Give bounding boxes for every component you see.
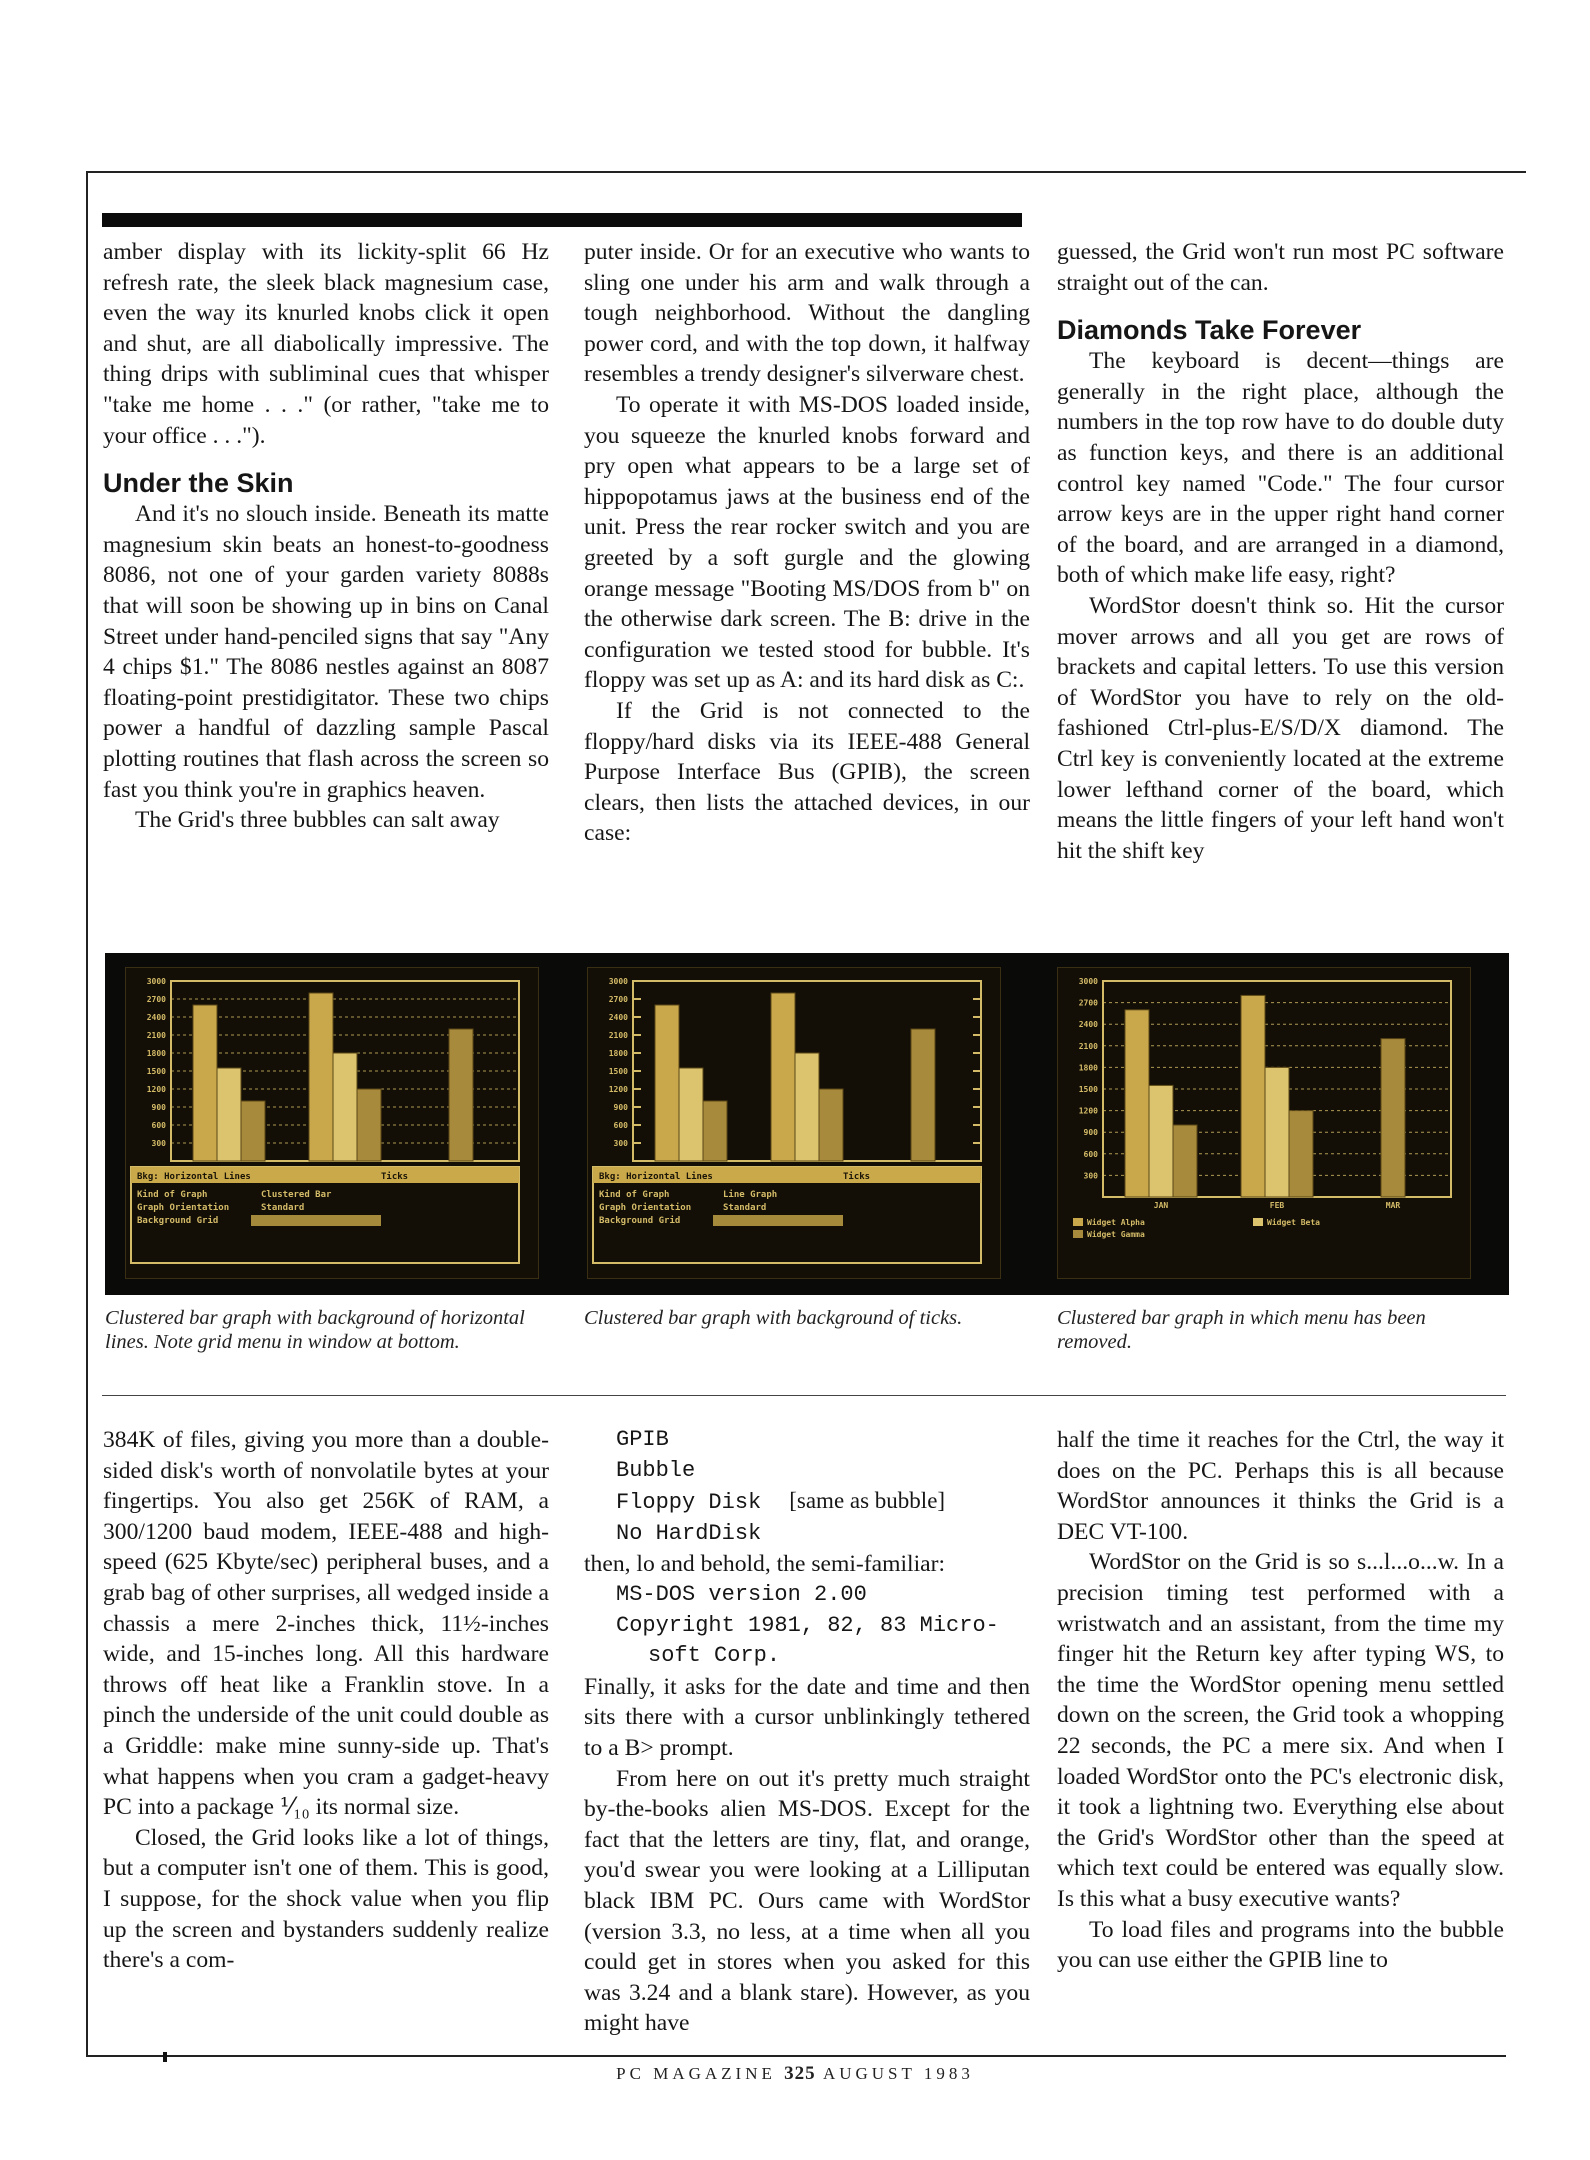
caption-rule (102, 1395, 1506, 1396)
code-line: GPIB (616, 1427, 669, 1452)
paragraph: The keyboard is decent—things are generally in the right place, although the numbers in the top row have to do double duty as function keys, and there is an additional control key named "Code." The four cursor arrow keys are in the upper right hand corner of the board, and are arranged in a diamond, both of which make life easy, right? (1057, 348, 1504, 589)
bar (333, 1053, 357, 1161)
bar (655, 1005, 679, 1161)
paragraph: The Grid's three bubbles can salt away (135, 807, 500, 834)
column-2-top (584, 237, 1030, 849)
y-tick-label: 600 (151, 1121, 166, 1130)
x-tick-label: JAN (1153, 1201, 1169, 1210)
caption-chart-3: Clustered bar graph in which menu has been removed. (1057, 1307, 1426, 1353)
paragraph: then, lo and behold, the semi-familiar: (584, 1551, 946, 1578)
y-tick-label: 2700 (146, 995, 166, 1004)
page-footer (0, 2063, 1590, 2085)
column-3-top (1057, 237, 1504, 866)
code-line-with-note (584, 1486, 1030, 1519)
bar-chart-ticks (587, 967, 1001, 1279)
bar (309, 993, 333, 1161)
paragraph: WordStor on the Grid is so s...l...o...w. In a precision timing test performed with a wristwatch and an assistant, from the time my finger hit the Return key after typing WS, to the time the WordStor opening menu settled down on the screen, the Grid took a whopping 22 seconds, the PC a mere six. And when I loaded WordStor onto the PC's electronic disk, it took a lightning two. Everything else about the Grid's WordStor other than the speed at which text could be entered was equally slow. Is this what a busy executive wants? (1057, 1549, 1504, 1912)
bar (241, 1101, 265, 1161)
y-tick-label: 1200 (1078, 1106, 1098, 1116)
bar-chart-horizontal-lines (125, 967, 539, 1279)
paragraph: To operate it with MS-DOS loaded inside, you squeeze the knurled knobs forward and pry open what appears to be a large set of hippopotamus jaws at the business end of the unit. Press the rear rocker switch and you are greeted by a soft gurgle and the glowing orange message "Booting MS/DOS from b" on the otherwise dark screen. The B: drive in the configuration we tested stood for bubble. It's floppy was set up as A: and its hard disk as C:. (584, 391, 1030, 694)
footer-magazine: PC MAGAZINE (616, 2064, 776, 2083)
bar (1265, 1067, 1289, 1197)
page-tick-mark (163, 2052, 167, 2062)
column-2-bottom (584, 1425, 1030, 2039)
bar (819, 1089, 843, 1161)
menu-item: Line Graph (723, 1190, 778, 1200)
bar (795, 1053, 819, 1161)
footer-issue: AUGUST 1983 (822, 2064, 974, 2083)
code-line: soft Corp. (648, 1643, 781, 1669)
y-tick-label: 1800 (1078, 1063, 1098, 1073)
column-1-bottom (103, 1425, 549, 1976)
legend-swatch (1253, 1218, 1263, 1226)
bar (771, 993, 795, 1161)
bar (703, 1101, 727, 1161)
menu-item: Clustered Bar (261, 1190, 332, 1200)
bar (911, 1029, 935, 1161)
paragraph: And it's no slouch inside. Beneath its matte magnesium skin beats an honest-to-goodness 8086, not one of your garden variety 8088s that will soon be showing up in bins on Canal Street under hand-penciled signs that say "Any 4 chips $1." The 8086 nestles against an 8087 floating-point prestidigitator. These two chips power a handful of dazzling sample Pascal plotting routines that flash across the screen so fast you think you're in graphics heaven. (103, 501, 549, 803)
code-line: MS-DOS version 2.00 (616, 1581, 867, 1607)
y-tick-label: 900 (151, 1103, 166, 1112)
caption-chart-1: Clustered bar graph with background of horizontal lines. Note grid menu in window at bottom. (105, 1307, 525, 1353)
paragraph: puter inside. Or for an executive who wants to sling one under his arm and walk through a tough neighborhood. Without the dangling power cord, and with the top down, it halfway resembles a trendy designer's silverware chest. (584, 239, 1030, 388)
y-tick-label: 2100 (608, 1031, 628, 1040)
y-tick-label: 1500 (146, 1067, 166, 1076)
menu-item: Ticks (843, 1172, 871, 1182)
y-tick-label: 2700 (608, 995, 628, 1004)
bar (449, 1029, 473, 1161)
menu-item: Standard (261, 1203, 305, 1213)
column-1-top (103, 237, 549, 836)
y-tick-label: 2400 (146, 1013, 166, 1022)
paragraph: If the Grid is not connected to the floppy/hard disks via its IEEE-488 General Purpose Interface Bus (GPIB), the screen clears, then lists the attached devices, in our case: (584, 697, 1030, 847)
menu-item: Graph Orientation (137, 1203, 230, 1213)
article-head-bar (102, 213, 1022, 227)
paragraph: amber display with its lickity-split 66 Hz refresh rate, the sleek black magnesium case, even the way its knurled knobs click it open and shut, are all diabolically impressive. The thing drips with subliminal cues that whisper "take me home . . ." (or rather, "take me to your office . . ."). (103, 239, 549, 449)
bar (193, 1005, 217, 1161)
paragraph: WordStor doesn't think so. Hit the cursor mover arrows and all you get are rows of brackets and capital letters. To use this version of WordStor you have to rely on the old-fashioned Ctrl-plus-E/S/D/X diamond. The Ctrl key is conveniently located at the extreme lower lefthand corner of the board, which means the little fingers of your left hand won't hit the shift key (1057, 592, 1504, 864)
menu-item: Ticks (381, 1172, 409, 1182)
y-tick-label: 900 (1083, 1128, 1098, 1138)
code-note: [same as bubble] (789, 1488, 946, 1514)
y-tick-label: 300 (1083, 1171, 1098, 1181)
menu-item: Graph Orientation (599, 1203, 692, 1213)
y-tick-label: 1200 (608, 1085, 628, 1094)
x-tick-label: FEB (1269, 1201, 1285, 1210)
y-tick-label: 1200 (146, 1085, 166, 1094)
paragraph: From here on out it's pretty much straight by-the-books alien MS-DOS. Except for the fact that the letters are tiny, flat, and orange, you'd swear you were looking at a Lilliputan black IBM PC. Ours came with WordStor (version 3.3, no less, at a time when all you could get in stores when you asked for this was 3.24 and a blank stare). However, as you might have (584, 1765, 1030, 2037)
bar (357, 1089, 381, 1161)
y-tick-label: 1800 (608, 1049, 628, 1058)
y-tick-label: 2100 (146, 1031, 166, 1040)
menu-item: Bkg: Horizontal Lines (599, 1172, 713, 1182)
paragraph: 384K of files, giving you more than a double-sided disk's worth of nonvolatile bytes at your fingertips. You also get 256K of RAM, a 300/1200 baud modem, IEEE-488 and high-speed (625 Kbyte/sec) peripheral buses, and a grab bag of other surprises, all wedged inside a chassis a mere 2-inches thick, 11½-inches wide, and 15-inches long. All this hardware throws off heat like a Franklin stove. In a pinch the underside of the unit could double as a Griddle: make mine sunny-side up. That's what happens when you cram a gadget-heavy PC into a package ⅟₁₀ its normal size. (103, 1427, 549, 1821)
legend-label: Widget Alpha (1087, 1218, 1145, 1227)
paragraph: guessed, the Grid won't run most PC software straight out of the can. (1057, 239, 1504, 296)
x-tick-label: MAR (1385, 1201, 1401, 1210)
paragraph: Finally, it asks for the date and time and then sits there with a cursor unblinkingly tethered to a B> prompt. (584, 1673, 1030, 1761)
page-frame-top-rule (86, 171, 1526, 173)
code-line: No HardDisk (616, 1520, 762, 1546)
bar (1149, 1085, 1173, 1197)
section-heading: Diamonds Take Forever (1057, 315, 1362, 346)
y-tick-label: 2400 (1078, 1020, 1098, 1030)
bar (1289, 1111, 1313, 1197)
y-tick-label: 900 (613, 1103, 628, 1112)
page-frame-left-rule (86, 171, 88, 2057)
page-frame-bottom-rule (86, 2055, 1506, 2057)
y-tick-label: 600 (613, 1121, 628, 1130)
code-line: Bubble (616, 1457, 696, 1483)
y-tick-label: 3000 (146, 977, 166, 986)
menu-selection-bar (713, 1215, 843, 1226)
y-tick-label: 1500 (1078, 1085, 1098, 1094)
code-line: Copyright 1981, 82, 83 Micro- (616, 1612, 999, 1638)
y-tick-label: 3000 (1078, 977, 1098, 986)
column-3-bottom (1057, 1425, 1504, 1976)
menu-selection-bar (251, 1215, 381, 1226)
y-tick-label: 600 (1083, 1149, 1098, 1159)
footer-page-number: 325 (784, 2063, 816, 2084)
menu-item: Background Grid (137, 1216, 219, 1226)
y-tick-label: 3000 (608, 977, 628, 986)
menu-item: Standard (723, 1203, 767, 1213)
legend-swatch (1073, 1230, 1083, 1238)
y-tick-label: 2700 (1078, 998, 1098, 1008)
menu-item: Kind of Graph (137, 1190, 208, 1200)
y-tick-label: 1800 (146, 1049, 166, 1058)
paragraph: Closed, the Grid looks like a lot of things, but a computer isn't one of them. This is good, I suppose, for the shock value when you flip up the screen and bystanders suddenly realize there's a com- (103, 1824, 549, 1974)
legend-swatch (1073, 1218, 1083, 1226)
y-tick-label: 2100 (1078, 1041, 1098, 1051)
menu-item: Bkg: Horizontal Lines (137, 1172, 251, 1182)
bar (217, 1068, 241, 1161)
bar (1241, 995, 1265, 1197)
screen-photo-strip (105, 953, 1509, 1295)
paragraph: half the time it reaches for the Ctrl, the way it does on the PC. Perhaps this is all because WordStor announces it thinks the Grid is a DEC VT-100. (1057, 1427, 1504, 1545)
bar (679, 1068, 703, 1161)
menu-item: Background Grid (599, 1216, 681, 1226)
menu-item: Kind of Graph (599, 1190, 670, 1200)
code-text: Floppy Disk (616, 1490, 762, 1516)
y-tick-label: 300 (151, 1139, 166, 1148)
legend-label: Widget Gamma (1087, 1230, 1145, 1239)
bar (1173, 1125, 1197, 1197)
y-tick-label: 2400 (608, 1013, 628, 1022)
bar (1125, 1010, 1149, 1197)
bar-chart-menu-removed (1057, 967, 1471, 1279)
section-heading: Under the Skin (103, 468, 294, 499)
bar (1381, 1039, 1405, 1197)
y-tick-label: 300 (613, 1139, 628, 1148)
caption-chart-2: Clustered bar graph with background of ticks. (584, 1307, 963, 1329)
paragraph: To load files and programs into the bubble you can use either the GPIB line to (1057, 1916, 1504, 1974)
legend-label: Widget Beta (1267, 1218, 1320, 1227)
y-tick-label: 1500 (608, 1067, 628, 1076)
